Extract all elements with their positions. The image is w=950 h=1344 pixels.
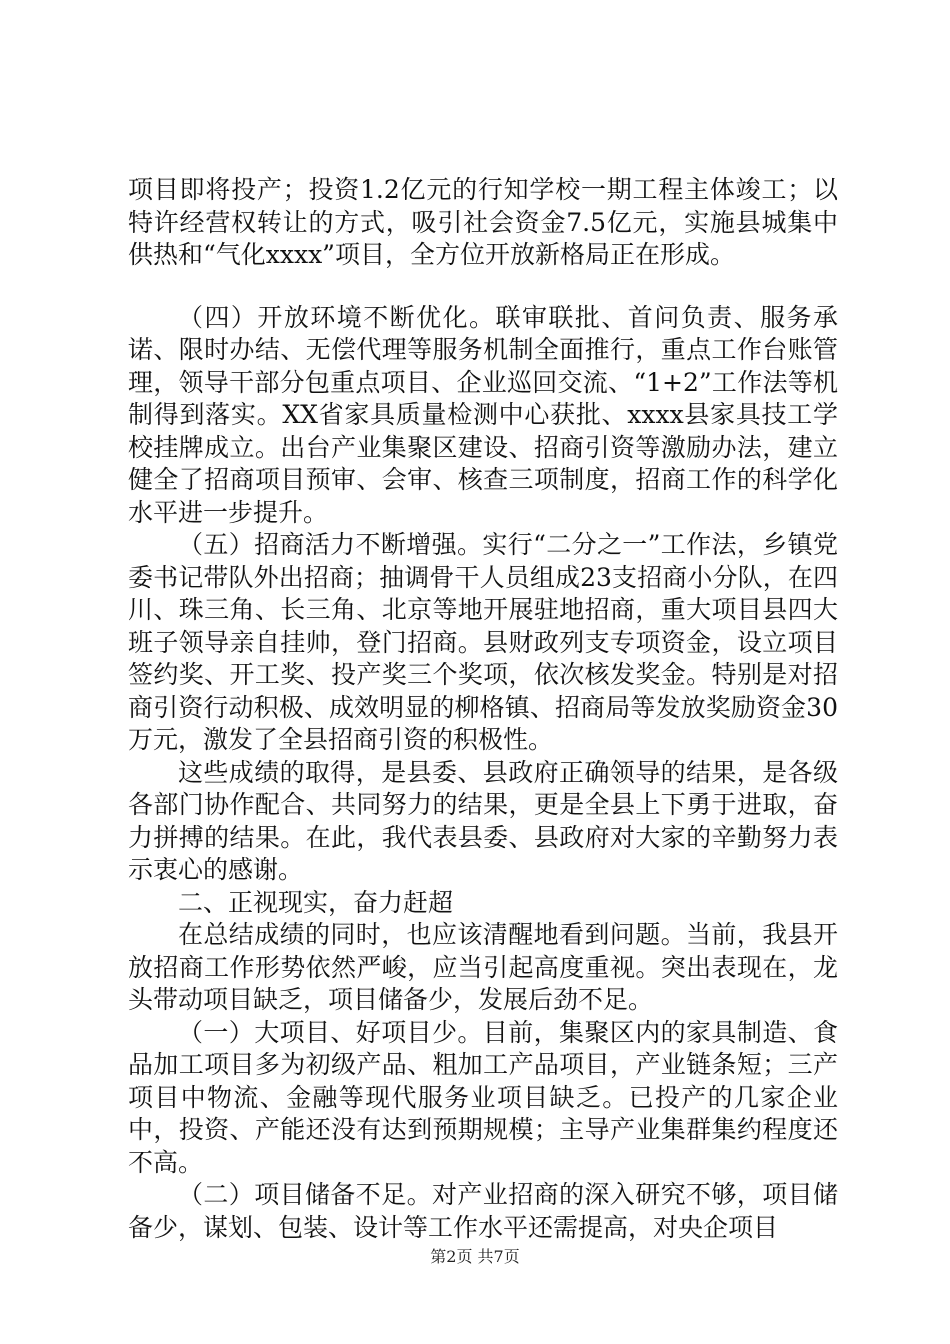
paragraph-section-four: （四）开放环境不断优化。联审联批、首问负责、服务承诺、限时办结、无偿代理等服务机制全面推行，重点工作台账管理，领导干部分包重点项目、企业巡回交流、“1+2”工作法等机制得到落实。XX省家具质量检测中心获批、xxxx县家具技工学校挂牌成立。出台产业集聚区建设、招商引资等激励办法，建立健全了招商项目预审、会审、核查三项制度，招商工作的科学化水平进一步提升。 — [128, 302, 838, 527]
paragraph-continuation: 项目即将投产；投资1.2亿元的行知学校一期工程主体竣工；以特许经营权转让的方式，吸引社会资金7.5亿元，实施县城集中供热和“气化xxxx”项目，全方位开放新格局正在形成。 — [128, 175, 838, 269]
document-body — [128, 174, 838, 1244]
paragraph-problem-one: （一）大项目、好项目少。目前，集聚区内的家具制造、食品加工项目多为初级产品、粗加工产品项目，产业链条短；三产项目中物流、金融等现代服务业项目缺乏。已投产的几家企业中，投资、产能还没有达到预期规模；主导产业集群集约程度还不高。 — [128, 1017, 838, 1177]
page-number-footer: 第2页 共7页 — [430, 1247, 520, 1266]
section-heading-two: 二、正视现实，奋力赶超 — [178, 887, 454, 917]
paragraph-section-five: （五）招商活力不断增强。实行“二分之一”工作法，乡镇党委书记带队外出招商；抽调骨干人员组成23支招商小分队，在四川、珠三角、长三角、北京等地开展驻地招商，重大项目县四大班子领导亲自挂帅，登门招商。县财政列支专项资金，设立项目签约奖、开工奖、投产奖三个奖项，依次核发奖金。特别是对招商引资行动积极、成效明显的柳格镇、招商局等发放奖励资金30万元，激发了全县招商引资的积极性。 — [128, 530, 838, 754]
paragraph-acknowledgement: 这些成绩的取得，是县委、县政府正确领导的结果，是各级各部门协作配合、共同努力的结果，更是全县上下勇于进取，奋力拼搏的结果。在此，我代表县委、县政府对大家的辛勤努力表示衷心的感谢。 — [128, 757, 838, 884]
paragraph-problem-two: （二）项目储备不足。对产业招商的深入研究不够，项目储备少，谋划、包装、设计等工作水平还需提高，对央企项目 — [128, 1180, 838, 1242]
paragraph-problems-intro: 在总结成绩的同时，也应该清醒地看到问题。当前，我县开放招商工作形势依然严峻，应当引起高度重视。突出表现在，龙头带动项目缺乏，项目储备少，发展后劲不足。 — [128, 920, 838, 1014]
